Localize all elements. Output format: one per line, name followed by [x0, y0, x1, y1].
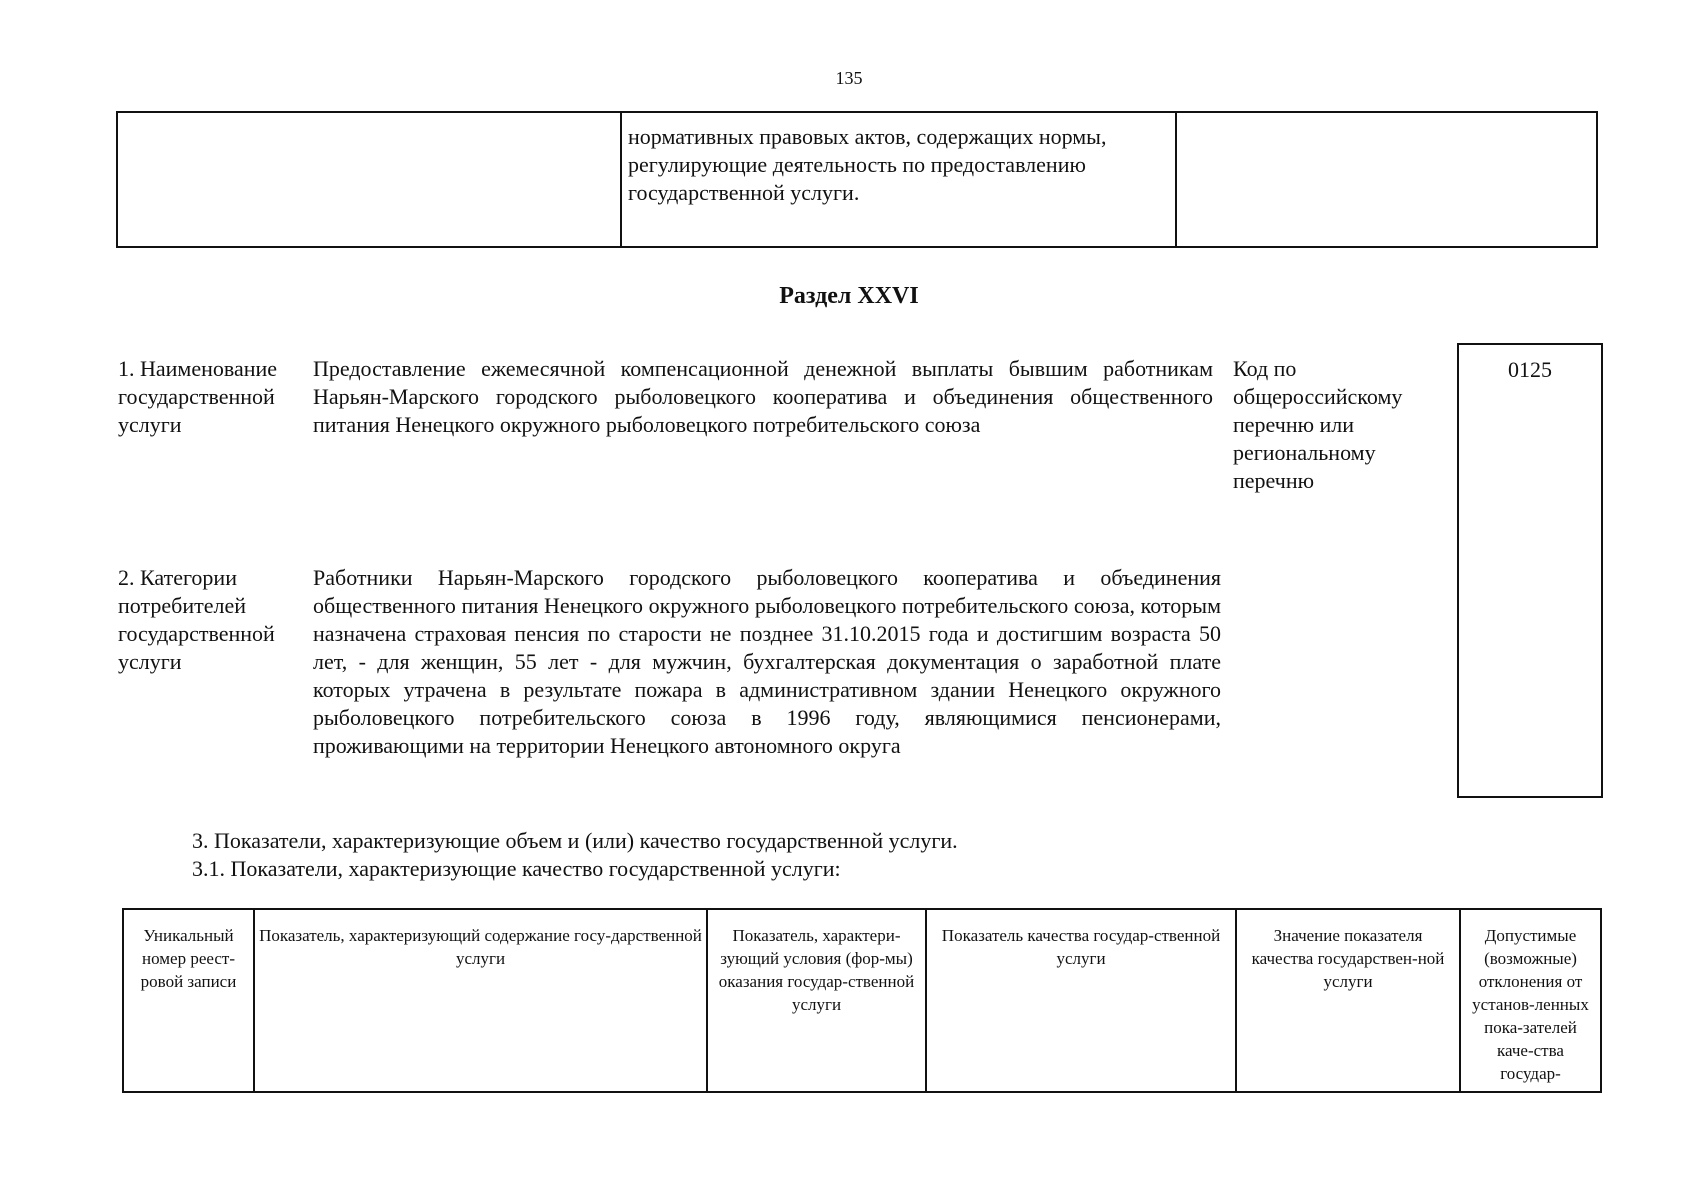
quality-indicators-table [122, 908, 1602, 1093]
table-header-cell: Допустимые (возможные) отклонения от установ-ленных пока-зателей каче-ства государ- [1472, 926, 1589, 1083]
label-line: услуги [118, 412, 182, 437]
continuation-cell-empty-left [118, 113, 622, 246]
service-name-text: Предоставление ежемесячной компенсационной денежной выплаты бывшим работникам Нарьян-Марского городского рыболовецкого кооператива и объединения общественного питания Ненецкого окружного рыболовецкого потребительского союза [313, 356, 1213, 437]
continuation-text-line: регулирующие деятельность по предоставлению [628, 152, 1086, 177]
table-header-cell: Показатель, характеризующий содержание госу-дарственной услуги [255, 910, 708, 1091]
consumer-categories-label [118, 564, 303, 676]
page-number: 135 [835, 68, 863, 88]
consumer-categories-text: Работники Нарьян-Марского городского рыболовецкого кооператива и объединения общественного питания Ненецкого окружного рыболовецкого потребительского союза, которым назначена страховая пенсия по старости не позднее 31.10.2015 года и достигшим возраста 50 лет, - для женщин, 55 лет - для мужчин, бухгалтерская документация о заработной плате которых утрачена в результате пожара в административном здании Ненецкого окружного рыболовецкого потребительского союза в 1996 году, являющимися пенсионерами, проживающими на территории Ненецкого автономного округа [313, 565, 1221, 758]
continuation-cell-empty-right [1177, 113, 1596, 246]
quality-indicators-heading: 3.1. Показатели, характеризующие качество государственной услуги: [192, 856, 841, 881]
table-header-cell: Показатель, характери-зующий условия (фор-мы) оказания государ-ственной услуги [708, 910, 927, 1091]
label-line: потребителей [118, 593, 246, 618]
label-line: государственной [118, 621, 275, 646]
code-value: 0125 [1508, 357, 1552, 382]
table-header-cell: Показатель качества государ-ственной услуги [927, 910, 1237, 1091]
code-label-line: перечню [1233, 468, 1315, 493]
continuation-text-line: нормативных правовых актов, содержащих нормы, [628, 124, 1107, 149]
continuation-cell-text [622, 113, 1177, 246]
code-label-line: Код по [1233, 356, 1297, 381]
label-line: услуги [118, 649, 182, 674]
table-header-cell: Уникальный номер реест-ровой записи [124, 910, 255, 1091]
code-label-line: общероссийскому [1233, 384, 1403, 409]
label-line: государственной [118, 384, 275, 409]
service-name-label [118, 355, 303, 439]
continuation-text-line: государственной услуги. [628, 180, 860, 205]
code-label [1233, 355, 1433, 495]
section-title: Раздел XXVI [779, 283, 919, 309]
table-header-cell: Значение показателя качества государствен-ной услуги [1237, 910, 1461, 1091]
indicators-heading: 3. Показатели, характеризующие объем и (или) качество государственной услуги. [192, 828, 958, 853]
label-line: 1. Наименование [118, 356, 278, 381]
continuation-table [116, 111, 1598, 248]
label-line: 2. Категории [118, 565, 237, 590]
code-label-line: перечню или [1233, 412, 1355, 437]
code-value-box [1457, 343, 1603, 798]
code-label-line: региональному [1233, 440, 1376, 465]
